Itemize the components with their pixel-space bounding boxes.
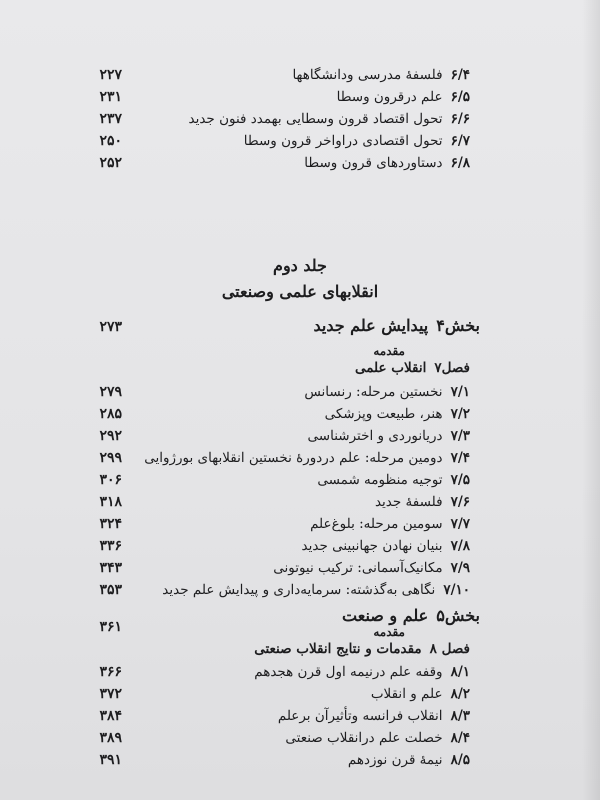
page-number: ۲۹۹ xyxy=(99,450,122,466)
toc-entry xyxy=(0,661,600,685)
entry-number: ۷/۳ xyxy=(450,428,470,444)
page-number: ۳۰۶ xyxy=(99,472,122,488)
entry-title: انقلاب فرانسه وتأثیرآن برعلم xyxy=(277,708,443,724)
entry-title: علم درقرون وسطا xyxy=(336,89,443,105)
toc-entry xyxy=(0,727,600,751)
entry-text xyxy=(50,661,470,683)
page-number: ۳۳۶ xyxy=(99,538,122,554)
toc-entry xyxy=(0,491,600,515)
toc-entry xyxy=(0,705,600,729)
entry-title: دومین مرحله: علم دردورۀ نخستین انقلابهای بورژوایی xyxy=(144,450,443,466)
entry-number: ۷/۹ xyxy=(450,560,470,576)
toc-entry xyxy=(0,683,600,707)
entry-number: ۸/۱ xyxy=(450,664,470,680)
entry-title: خصلت علم درانقلاب صنعتی xyxy=(285,730,443,746)
page-number: ۲۷۹ xyxy=(99,384,122,400)
entry-title: مکانیک‌آسمانی: ترکیب نیوتونی xyxy=(273,560,443,576)
entry-text xyxy=(50,403,470,425)
entry-number: ۷/۵ xyxy=(450,472,470,488)
entry-number: ۷/۸ xyxy=(450,538,470,554)
chapter-label: فصل ۸ xyxy=(429,641,470,657)
page-number: ۲۵۰ xyxy=(99,133,122,149)
entry-number: ۶/۷ xyxy=(450,133,470,149)
entry-text xyxy=(50,727,470,749)
entry-title: هنر، طبیعت وپزشکی xyxy=(324,406,443,422)
entry-title: علم و انقلاب xyxy=(370,686,443,702)
part-label: بخش۵ xyxy=(436,606,480,625)
entry-number: ۷/۱ xyxy=(450,384,470,400)
page-number: ۳۲۴ xyxy=(99,516,122,532)
entry-title: وقفه علم درنیمه اول قرن هجدهم xyxy=(254,664,443,680)
entry-number: ۶/۵ xyxy=(450,89,470,105)
intro-label: مقدمه xyxy=(373,344,405,358)
part-label: بخش۴ xyxy=(436,316,480,335)
page-number: ۳۸۴ xyxy=(99,708,122,724)
entry-title: نگاهی به‌گذشته: سرمایه‌داری و پیدایش علم جدید xyxy=(162,582,436,598)
entry-title: بنیان نهادن جهانبینی جدید xyxy=(301,538,443,554)
entry-number: ۶/۴ xyxy=(450,67,470,83)
entry-text xyxy=(50,535,470,557)
page-number: ۳۶۱ xyxy=(99,619,122,635)
toc-entry xyxy=(0,513,600,537)
volume-title: انقلابهای علمی وصنعتی xyxy=(221,282,379,301)
entry-number: ۸/۵ xyxy=(450,752,470,768)
entry-number: ۸/۳ xyxy=(450,708,470,724)
entry-text xyxy=(50,491,470,513)
entry-text xyxy=(50,425,470,447)
entry-text xyxy=(50,749,470,771)
toc-entry xyxy=(0,108,600,132)
entry-title: فلسفۀ جدید xyxy=(374,494,443,510)
page-number: ۲۳۱ xyxy=(99,89,122,105)
entry-number: ۷/۴ xyxy=(450,450,470,466)
toc-entry xyxy=(0,447,600,471)
intro-label: مقدمه xyxy=(373,625,405,639)
page-number: ۳۹۱ xyxy=(99,752,122,768)
entry-text xyxy=(50,86,470,108)
toc-entry xyxy=(0,557,600,581)
page-number: ۲۲۷ xyxy=(99,67,122,83)
page-number: ۳۱۸ xyxy=(99,494,122,510)
entry-number: ۸/۲ xyxy=(450,686,470,702)
entry-text xyxy=(50,447,470,469)
entry-text xyxy=(50,705,470,727)
entry-title: دستاوردهای قرون وسطا xyxy=(304,155,443,171)
entry-title: تحول اقتصاد قرون وسطایی بهمدد فنون جدید xyxy=(188,111,443,127)
entry-title: نخستین مرحله: رنسانس xyxy=(304,384,443,400)
entry-title: توجیه منظومه شمسی xyxy=(317,472,443,488)
entry-number: ۷/۲ xyxy=(450,406,470,422)
entry-title: تحول اقتصادی دراواخر قرون وسطا xyxy=(243,133,443,149)
toc-entry xyxy=(0,64,600,88)
toc-entry xyxy=(0,579,600,603)
volume-label: جلد دوم xyxy=(273,256,327,275)
toc-entry xyxy=(0,425,600,449)
page-number: ۳۴۳ xyxy=(99,560,122,576)
page-number: ۲۹۲ xyxy=(99,428,122,444)
entry-number: ۶/۸ xyxy=(450,155,470,171)
entry-number: ۷/۶ xyxy=(450,494,470,510)
chapter-title: مقدمات و نتایج انقلاب صنعتی xyxy=(254,641,422,657)
part-title: علم و صنعت xyxy=(342,606,429,625)
entry-number: ۸/۴ xyxy=(450,730,470,746)
page-number: ۳۷۲ xyxy=(99,686,122,702)
chapter-heading xyxy=(50,638,470,660)
entry-text xyxy=(50,130,470,152)
part-title: پیدایش علم جدید xyxy=(313,316,429,335)
entry-text xyxy=(50,64,470,86)
page-number: ۳۶۶ xyxy=(99,664,122,680)
toc-entry xyxy=(0,152,600,176)
page-number: ۲۵۲ xyxy=(99,155,122,171)
entry-title: نیمۀ قرن نوزدهم xyxy=(347,752,443,768)
entry-title: فلسفۀ مدرسی ودانشگاهها xyxy=(292,67,443,83)
toc-entry xyxy=(0,403,600,427)
entry-text xyxy=(50,513,470,535)
page-number: ۳۵۳ xyxy=(99,582,122,598)
page-number: ۲۸۵ xyxy=(99,406,122,422)
entry-number: ۶/۶ xyxy=(450,111,470,127)
entry-number: ۷/۷ xyxy=(450,516,470,532)
entry-text xyxy=(50,683,470,705)
page-number: ۳۸۹ xyxy=(99,730,122,746)
entry-text xyxy=(50,579,470,601)
page-number: ۲۷۳ xyxy=(99,319,122,335)
chapter-title: انقلاب علمی xyxy=(354,360,427,376)
entry-text xyxy=(50,469,470,491)
toc-entry xyxy=(0,535,600,559)
entry-text xyxy=(50,152,470,174)
entry-text xyxy=(50,381,470,403)
toc-entry xyxy=(0,469,600,493)
entry-text xyxy=(50,557,470,579)
chapter-label: فصل۷ xyxy=(434,360,470,376)
toc-entry xyxy=(0,381,600,405)
entry-title: دریانوردی و اخترشناسی xyxy=(307,428,443,444)
toc-entry xyxy=(0,86,600,110)
entry-text xyxy=(50,108,470,130)
page-number: ۲۳۷ xyxy=(99,111,122,127)
entry-number: ۷/۱۰ xyxy=(443,582,470,598)
chapter-heading xyxy=(50,357,470,379)
entry-title: سومین مرحله: بلوغ‌علم xyxy=(310,516,443,532)
toc-entry xyxy=(0,749,600,773)
part-heading-text xyxy=(60,314,480,338)
toc-entry xyxy=(0,130,600,154)
